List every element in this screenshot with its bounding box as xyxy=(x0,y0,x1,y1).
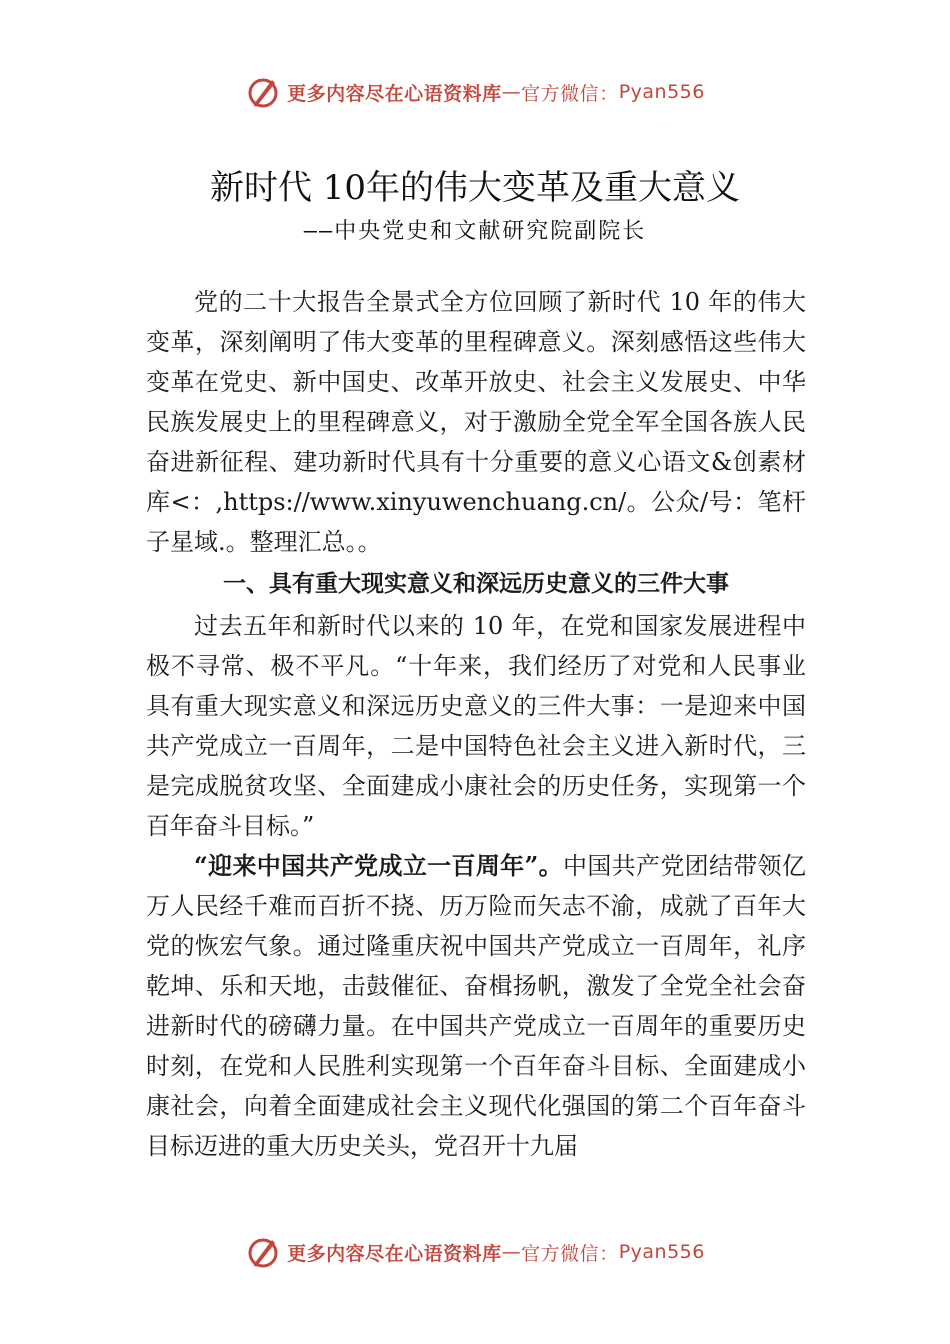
footer-wechat-id: Pyan556 xyxy=(618,1241,705,1263)
document-subtitle: ——中央党史和文献研究院副院长 xyxy=(303,219,647,244)
header-banner xyxy=(0,72,950,112)
banner-main-text: 更多内容尽在心语资料库 xyxy=(287,82,502,105)
footer-main-text: 更多内容尽在心语资料库 xyxy=(287,1242,502,1265)
quote-lead: “迎来中国共产党成立一百周年”。 xyxy=(194,851,563,880)
intro-paragraph: 党的二十大报告全景式全方位回顾了新时代 10 年的伟大变革，深刻阐明了伟大变革的里程碑意义。深刻感悟这些伟大变革在党史、新中国史、改革开放史、社会主义发展史、中华民族发展史上的里程碑意义，对于激励全党全军全国各族人民奋进新征程、建功新时代具有十分重要的意义心语文&创素材库<：,https://www.xinyuwenchuang.cn/。公众/号：笔杆子星域.。整理汇总。。 xyxy=(146,288,806,556)
document-title: 新时代 10年的伟大变革及重大意义 xyxy=(209,168,741,208)
quote-body: 中国共产党团结带领亿万人民经千难而百折不挠、历万险而矢志不渝，成就了百年大党的恢宏气象。通过隆重庆祝中国共产党成立一百周年，礼序乾坤、乐和天地，击鼓催征、奋楫扬帆，激发了全党全社会奋进新时代的磅礴力量。在中国共产党成立一百周年的重要历史时刻，在党和人民胜利实现第一个百年奋斗目标、全面建成小康社会，向着全面建成社会主义现代化强国的第二个百年奋斗目标迈进的重大历史关头，党召开十九届 xyxy=(146,852,807,1160)
banner-wechat-label: 官方微信： xyxy=(521,82,619,105)
section-paragraph: 过去五年和新时代以来的 10 年，在党和国家发展进程中极不寻常、极不平凡。“十年来，我们经历了对党和人民事业具有重大现实意义和深远历史意义的三件大事：一是迎来中国共产党成立一百周年，二是中国特色社会主义进入新时代，三是完成脱贫攻坚、全面建成小康社会的历史任务，实现第一个百年奋斗目标。” xyxy=(146,612,806,840)
footer-banner xyxy=(0,1232,950,1272)
footer-dash: — xyxy=(501,1241,522,1263)
banner-wechat-id: Pyan556 xyxy=(618,81,705,103)
footer-wechat-label: 官方微信： xyxy=(521,1242,619,1265)
quote-paragraph xyxy=(146,846,806,1166)
pen-circle-icon xyxy=(245,1234,281,1270)
pen-circle-icon xyxy=(245,74,281,110)
section-heading: 一、具有重大现实意义和深远历史意义的三件大事 xyxy=(223,571,729,597)
document-body xyxy=(146,282,806,1166)
banner-dash: — xyxy=(501,81,522,103)
